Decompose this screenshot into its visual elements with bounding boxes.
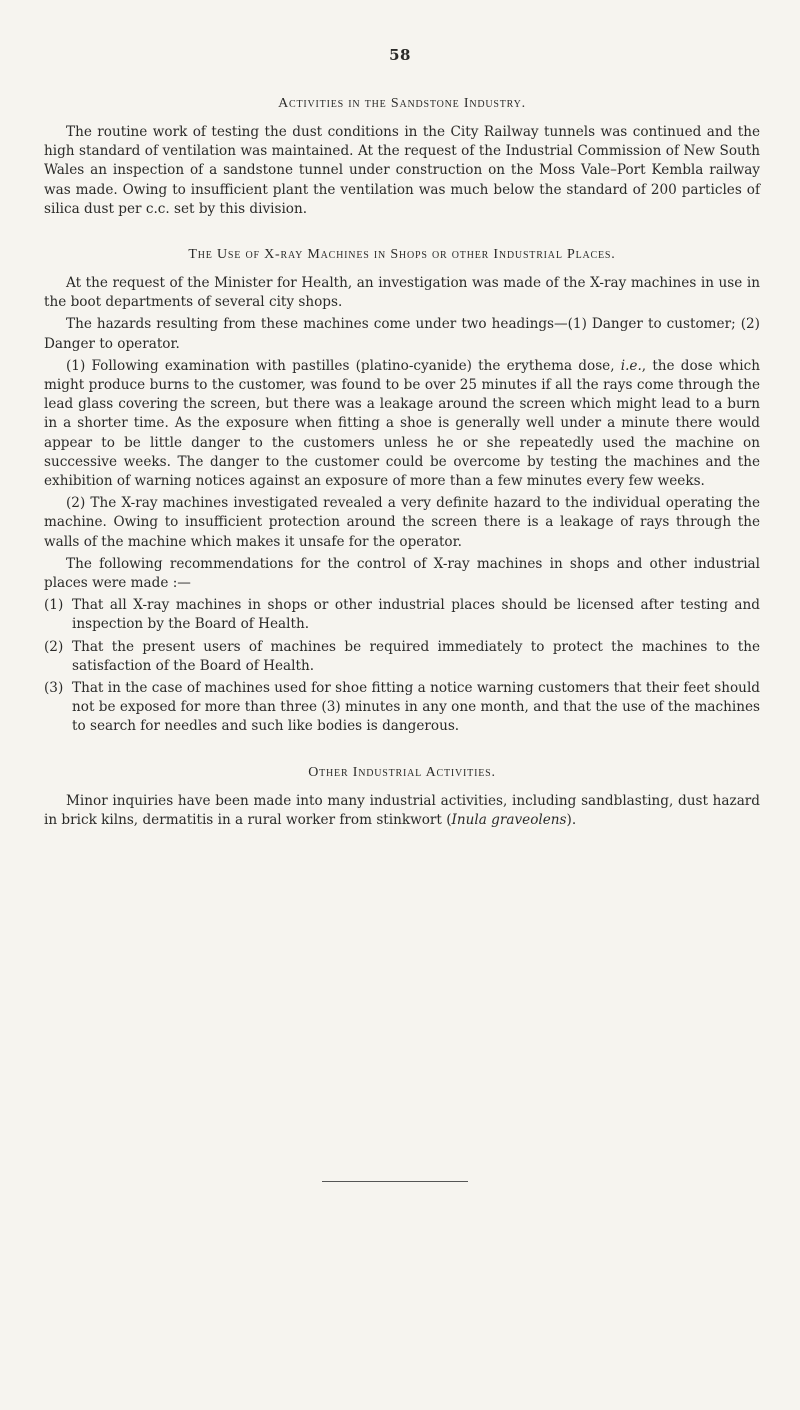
closing-rule: [322, 1181, 468, 1182]
recommendation-text: That all X-ray machines in shops or other industrial places should be licensed after testing and inspection by the Board of Health.: [72, 597, 760, 633]
section-other-activities: [44, 763, 760, 830]
recommendation-number: (1): [44, 597, 64, 614]
recommendation-number: (3): [44, 680, 64, 697]
recommendation-item: [44, 638, 760, 676]
paragraph: Minor inquiries have been made into many industrial activities, including sandblasting, dust hazard in brick kilns, dermatitis in a rural worker from stinkwort (Inula graveolens).: [44, 792, 760, 828]
italic-term: i.e.: [620, 357, 642, 374]
paragraph: The routine work of testing the dust conditions in the City Railway tunnels was continued and the high standard of ventilation was maintained. At the request of the Industrial Commission of New South Wales an inspection of a sandstone tunnel under construction on the Moss Vale–Port Kembla railway was made. Owing to insufficient plant the ventilation was much below the standard of 200 particles of silica dust per c.c. set by this division.: [44, 124, 760, 217]
section-heading: Activities in the Sandstone Industry.: [278, 96, 526, 111]
section-heading: The Use of X-ray Machines in Shops or other Industrial Places.: [188, 247, 616, 263]
recommendation-number: (2): [44, 638, 64, 655]
paragraph: The following recommendations for the control of X-ray machines in shops and other industrial places were made :—: [44, 555, 760, 592]
section-sandstone: [44, 94, 760, 219]
recommendation-text: That the present users of machines be required immediately to protect the machines to the satisfaction of the Board of Health.: [72, 638, 760, 674]
paragraph: The hazards resulting from these machines come under two headings—(1) Danger to customer; (2) Danger to operator.: [44, 316, 760, 352]
paragraph: (1) Following examination with pastilles (platino-cyanide) the erythema dose, i.e., the dose which might produce burns to the customer, was found to be over 25 minutes if all the rays come through the lead glass covering the screen, but there was a leakage around the screen which might lead to a burn in a shorter time. As the exposure when fitting a shoe is generally well under a minute there would appear to be little danger to the customers unless he or she repeatedly used the machine on successive weeks. The danger to the customer could be overcome by testing the machines and the exhibition of warning notices against an exposure of more than a few minutes every few weeks.: [44, 357, 760, 490]
recommendation-item: [44, 596, 760, 634]
italic-term: Inula graveolens: [451, 811, 567, 828]
section-xray: [44, 245, 760, 737]
page-content: [44, 94, 760, 830]
section-heading: Other Industrial Activities.: [308, 764, 496, 780]
paragraph: At the request of the Minister for Health, an investigation was made of the X-ray machines in use in the boot departments of several city shops.: [44, 275, 760, 311]
page-number: 58: [389, 46, 411, 64]
recommendation-text: That in the case of machines used for shoe fitting a notice warning customers that their feet should not be exposed for more than three (3) minutes in any one month, and that the use of the machines to search for needles and such like bodies is dangerous.: [72, 680, 760, 735]
paragraph: (2) The X-ray machines investigated revealed a very definite hazard to the individual operating the machine. Owing to insufficient protection around the screen there is a leakage of rays through the walls of the machine which makes it unsafe for the operator.: [44, 495, 760, 550]
recommendation-item: [44, 679, 760, 737]
